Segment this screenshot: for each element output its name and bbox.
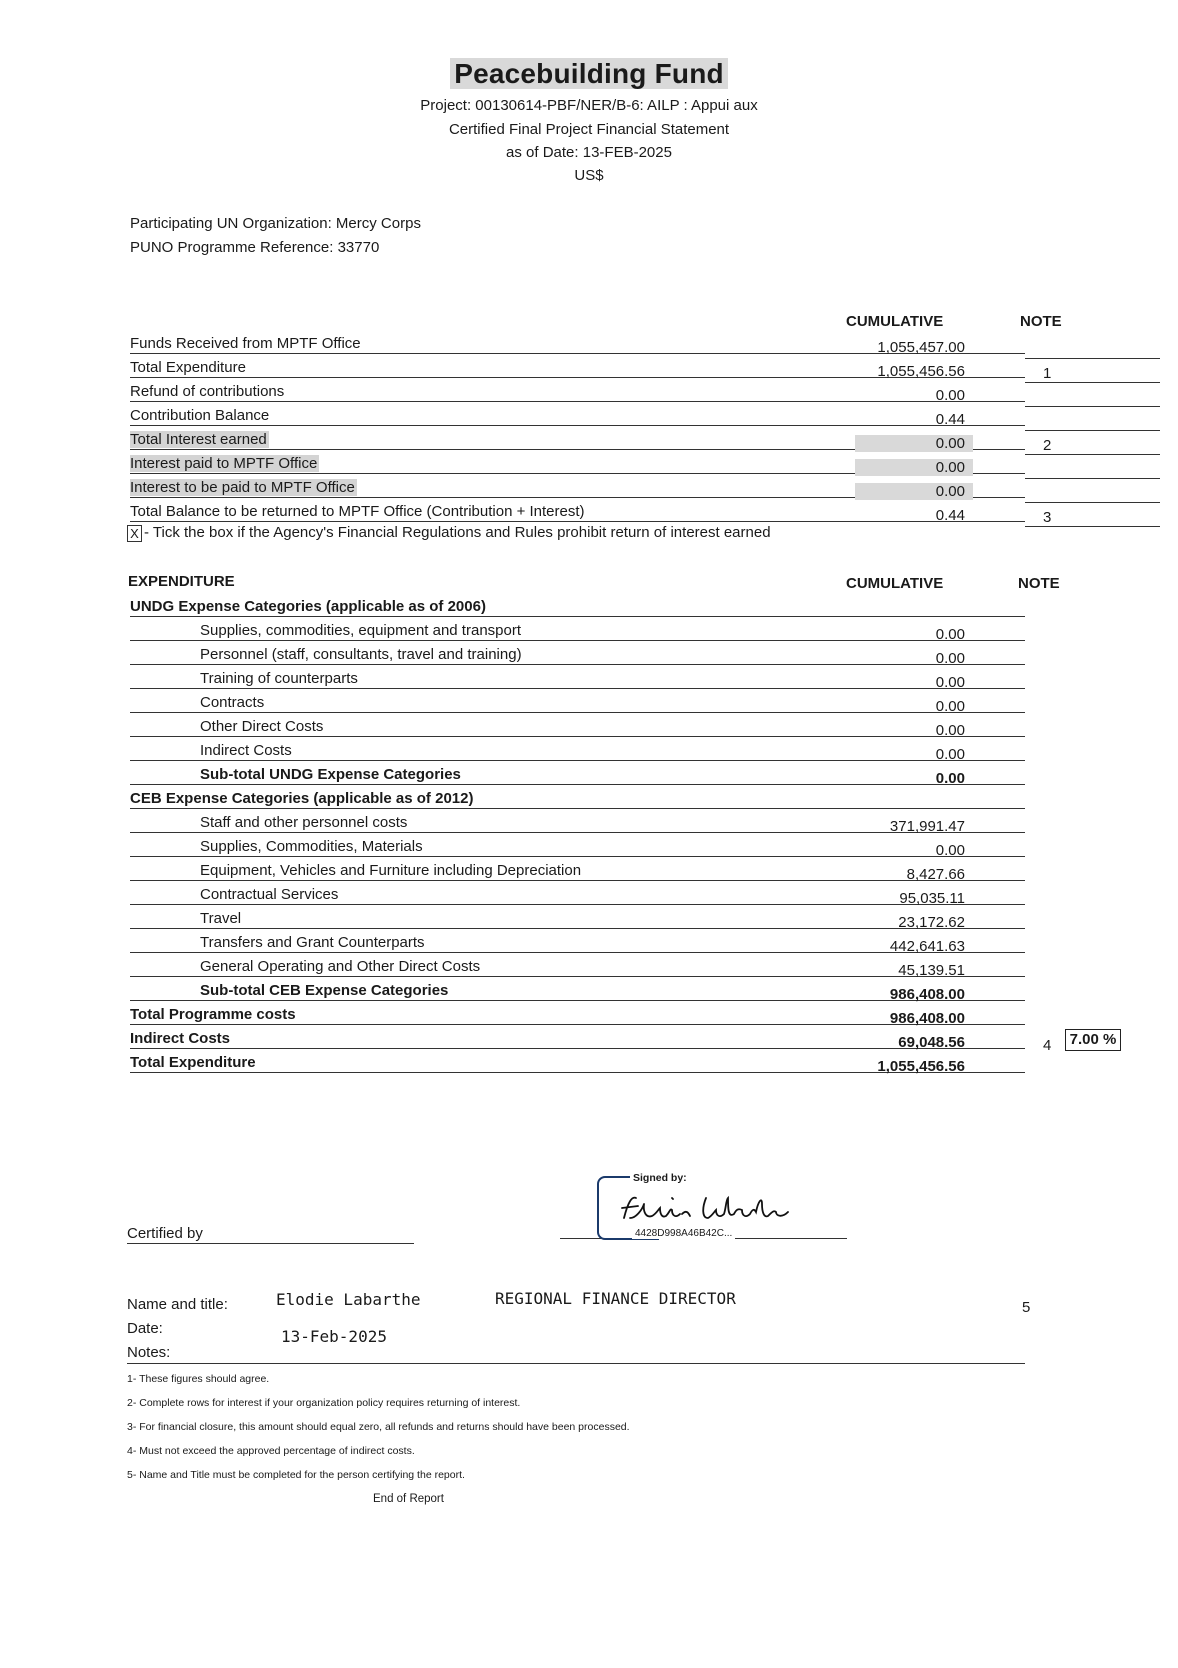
summary-row-note <box>1025 432 1160 455</box>
expenditure-row <box>130 641 1025 665</box>
expenditure-row <box>130 881 1025 905</box>
expenditure-row-value: 0.00 <box>935 722 965 739</box>
summary-row-note <box>1025 504 1160 527</box>
summary-row-label: Total Expenditure <box>130 359 246 376</box>
summary-row <box>130 474 1025 498</box>
expenditure-row-label: General Operating and Other Direct Costs <box>200 958 481 975</box>
as-of-date: as of Date: 13-FEB-2025 <box>506 144 672 161</box>
summary-row-value: 0.00 <box>855 459 973 476</box>
summary-cumulative-header: CUMULATIVE <box>846 313 944 330</box>
expenditure-row <box>130 737 1025 761</box>
end-of-report: End of Report <box>373 1493 444 1505</box>
expenditure-row-label: Other Direct Costs <box>200 718 324 735</box>
expenditure-row <box>130 761 1025 785</box>
expenditure-row <box>130 857 1025 881</box>
expenditure-row-value: 0.00 <box>935 842 965 859</box>
interest-checkbox-text: - Tick the box if the Agency's Financial Regulations and Rules prohibit return of interest earned <box>144 524 771 541</box>
summary-note-header: NOTE <box>1020 313 1062 330</box>
summary-row-label: Interest to be paid to MPTF Office <box>130 479 355 496</box>
document-title: Peacebuilding Fund <box>0 58 1178 90</box>
expenditure-row-value: 45,139.51 <box>898 962 965 979</box>
statement-line: Certified Final Project Financial Statement <box>448 121 730 138</box>
expenditure-row <box>130 905 1025 929</box>
footnote-3: 3- For financial closure, this amount should equal zero, all refunds and returns should have been processed. <box>127 1421 630 1433</box>
expenditure-row-label: Indirect Costs <box>130 1030 231 1047</box>
expenditure-row-label: Supplies, commodities, equipment and transport <box>200 622 522 639</box>
summary-row <box>130 426 1052 454</box>
project-line: Project: 00130614-PBF/NER/B-6: AILP : Appui aux <box>420 97 758 114</box>
expenditure-row <box>130 977 1025 1001</box>
expenditure-row-label: UNDG Expense Categories (applicable as of 2006) <box>130 598 486 615</box>
summary-row-label: Funds Received from MPTF Office <box>130 335 361 352</box>
summary-row <box>130 330 1025 354</box>
expenditure-row-label: Supplies, Commodities, Materials <box>200 838 423 855</box>
summary-row-label: Total Interest earned <box>130 431 267 448</box>
certifier-name: Elodie Labarthe <box>276 1290 421 1309</box>
summary-row-note-text: 2 <box>1043 437 1052 454</box>
expenditure-row <box>130 1049 1025 1073</box>
summary-row-note <box>1025 456 1160 479</box>
participating-org: Participating UN Organization: Mercy Corps <box>130 215 421 232</box>
summary-row-label: Interest paid to MPTF Office <box>130 455 318 472</box>
summary-row <box>130 354 1052 382</box>
summary-row-value: 0.00 <box>935 387 965 404</box>
summary-row-label: Total Balance to be returned to MPTF Office (Contribution + Interest) <box>130 503 585 520</box>
expenditure-row-label: Staff and other personnel costs <box>200 814 408 831</box>
expenditure-row <box>130 929 1025 953</box>
expenditure-row <box>130 809 1025 833</box>
expenditure-row <box>130 593 1025 617</box>
summary-row-note-text: 3 <box>1043 509 1052 526</box>
summary-row <box>130 378 1025 402</box>
summary-row-note <box>1025 360 1160 383</box>
summary-row-note <box>1025 336 1160 359</box>
expenditure-row <box>130 953 1025 977</box>
expenditure-row-label: Transfers and Grant Counterparts <box>200 934 425 951</box>
expenditure-row <box>130 665 1025 689</box>
expenditure-row-label: Contractual Services <box>200 886 339 903</box>
summary-row-note-text: 1 <box>1043 365 1052 382</box>
summary-row-value: 0.00 <box>855 483 973 500</box>
summary-row-note <box>1025 384 1160 407</box>
expenditure-row-label: Contracts <box>200 694 265 711</box>
expenditure-row-value: 69,048.56 <box>898 1034 965 1051</box>
expenditure-note-header: NOTE <box>1018 575 1060 592</box>
certified-by-line <box>127 1225 414 1244</box>
expenditure-row-label: Personnel (staff, consultants, travel and training) <box>200 646 522 663</box>
expenditure-row-label: Sub-total UNDG Expense Categories <box>200 766 461 783</box>
expenditure-row-value: 0.00 <box>935 770 965 787</box>
interest-checkbox[interactable]: X <box>127 525 142 542</box>
summary-row-note <box>1025 480 1160 503</box>
expenditure-row <box>130 689 1025 713</box>
expenditure-row <box>130 1025 1052 1054</box>
expenditure-row-value: 95,035.11 <box>899 890 965 907</box>
summary-row-value: 1,055,457.00 <box>877 339 965 356</box>
expenditure-row-label: Total Expenditure <box>130 1054 256 1071</box>
summary-row-label: Refund of contributions <box>130 383 285 400</box>
expenditure-heading: EXPENDITURE <box>128 573 235 590</box>
expenditure-row-value: 0.00 <box>935 746 965 763</box>
expenditure-row-label: Training of counterparts <box>200 670 358 687</box>
expenditure-row-value: 986,408.00 <box>889 1010 965 1027</box>
summary-row <box>130 402 1025 426</box>
puno-reference: PUNO Programme Reference: 33770 <box>130 239 380 256</box>
expenditure-row-value: 0.00 <box>935 674 965 691</box>
expenditure-row-label: Travel <box>200 910 242 927</box>
certified-by-label: Certified by <box>127 1225 203 1242</box>
footnote-5: 5- Name and Title must be completed for the person certifying the report. <box>127 1469 465 1481</box>
name-title-label: Name and title: <box>127 1296 228 1313</box>
expenditure-row-label: Total Programme costs <box>130 1006 296 1023</box>
certification-note-ref: 5 <box>1022 1299 1031 1316</box>
expenditure-row-value: 23,172.62 <box>898 914 965 931</box>
summary-row-value: 1,055,456.56 <box>877 363 965 380</box>
summary-row-value: 0.44 <box>935 411 965 428</box>
expenditure-row-value: 1,055,456.56 <box>877 1058 965 1075</box>
expenditure-row-label: Sub-total CEB Expense Categories <box>200 982 449 999</box>
certifier-title: REGIONAL FINANCE DIRECTOR <box>495 1289 736 1308</box>
summary-row <box>130 450 1025 474</box>
expenditure-cumulative-header: CUMULATIVE <box>846 575 944 592</box>
expenditure-row-value: 0.00 <box>935 698 965 715</box>
expenditure-row <box>130 785 1025 809</box>
signature-image <box>616 1190 791 1226</box>
expenditure-row-note-text: 4 <box>1043 1037 1052 1054</box>
signature-envelope-id: 4428D998A46B42C... <box>632 1228 735 1239</box>
interest-checkbox-row <box>127 524 771 542</box>
summary-row-note <box>1025 408 1160 431</box>
expenditure-row-label: Indirect Costs <box>200 742 292 759</box>
expenditure-row-label: CEB Expense Categories (applicable as of 2012) <box>130 790 474 807</box>
expenditure-row-value: 8,427.66 <box>906 866 965 883</box>
expenditure-row-value: 371,991.47 <box>889 818 965 835</box>
signature-block <box>560 1172 847 1239</box>
summary-row-value: 0.00 <box>855 435 973 452</box>
expenditure-row-label: Equipment, Vehicles and Furniture including Depreciation <box>200 862 582 879</box>
expenditure-row <box>130 713 1025 737</box>
summary-row-label: Contribution Balance <box>130 407 270 424</box>
summary-row-value: 0.44 <box>935 507 965 524</box>
notes-row <box>127 1344 1025 1364</box>
notes-label: Notes: <box>127 1344 171 1361</box>
currency: US$ <box>574 167 604 184</box>
footnote-2: 2- Complete rows for interest if your organization policy requires returning of interest. <box>127 1397 521 1409</box>
expenditure-row-value: 0.00 <box>935 650 965 667</box>
footnote-4: 4- Must not exceed the approved percentage of indirect costs. <box>127 1445 415 1457</box>
signed-by-label: Signed by: <box>630 1172 690 1184</box>
expenditure-row-value: 0.00 <box>935 626 965 643</box>
indirect-cost-percentage: 7.00 % <box>1065 1029 1121 1051</box>
expenditure-row <box>130 1001 1025 1025</box>
certification-date: 13-Feb-2025 <box>281 1327 387 1346</box>
expenditure-row-value: 986,408.00 <box>889 986 965 1003</box>
expenditure-row <box>130 833 1025 857</box>
expenditure-row-value: 442,641.63 <box>889 938 965 955</box>
date-label: Date: <box>127 1320 163 1337</box>
expenditure-row <box>130 617 1025 641</box>
summary-row <box>130 498 1052 526</box>
footnote-1: 1- These figures should agree. <box>127 1373 270 1385</box>
